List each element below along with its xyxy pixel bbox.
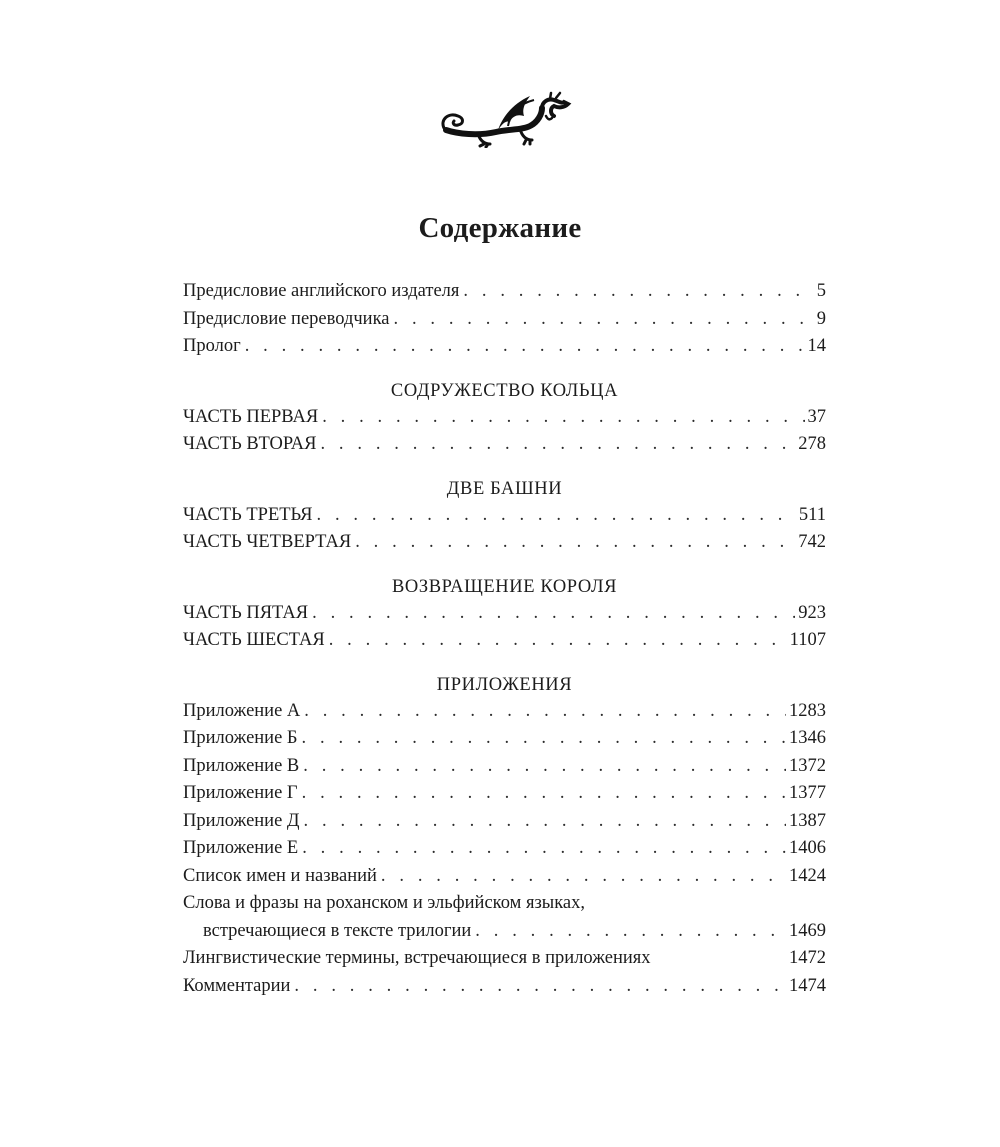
toc-entry-page: 278 xyxy=(798,434,826,454)
toc-entry-page: 1469 xyxy=(789,920,826,941)
toc-entry-title: Приложение Д xyxy=(183,810,300,831)
toc-entry-title: Лингвистические термины, встречающиеся в приложениях xyxy=(183,948,651,968)
toc-entry-words-line1[interactable] xyxy=(183,890,826,918)
dragon-icon xyxy=(438,90,578,148)
toc-entry-title: Приложение А xyxy=(183,700,301,721)
toc-entry-page: 511 xyxy=(798,504,826,525)
toc-entry-page: 1107 xyxy=(789,630,826,650)
dot-leader xyxy=(318,404,804,432)
toc-entry-part-3[interactable] xyxy=(183,502,826,530)
toc-entry-appendix-g[interactable] xyxy=(183,780,826,808)
toc-entry-title: ЧАСТЬ ШЕСТАЯ xyxy=(183,630,325,650)
dot-leader xyxy=(313,502,796,530)
toc-entry-title: ЧАСТЬ ПЯТАЯ xyxy=(183,602,309,623)
section-heading-fellowship: СОДРУЖЕСТВО КОЛЬЦА xyxy=(390,380,619,401)
toc-entry-title: Приложение В xyxy=(183,755,300,776)
toc-entry-part-6[interactable] xyxy=(183,627,826,655)
toc-entry-foreword-translator[interactable] xyxy=(183,306,826,334)
dot-leader xyxy=(241,333,805,361)
toc-entry-title: ЧАСТЬ ТРЕТЬЯ xyxy=(183,504,313,525)
toc-entry-page: 742 xyxy=(798,532,826,552)
toc-entry-title: Приложение Б xyxy=(183,728,298,748)
toc-entry-page: 1372 xyxy=(789,755,826,776)
toc-entry-page: 1387 xyxy=(789,810,826,831)
dot-leader xyxy=(459,278,813,306)
dot-leader xyxy=(316,431,795,459)
toc-entry-words-line2[interactable] xyxy=(183,918,826,946)
toc-entry-page: 1283 xyxy=(789,700,826,721)
toc-entry-page: 1377 xyxy=(789,783,826,803)
toc-entry-title: Приложение Г xyxy=(183,783,298,803)
toc-entry-appendix-d[interactable] xyxy=(183,808,826,836)
dot-leader xyxy=(351,529,795,557)
table-of-contents xyxy=(183,278,826,1000)
dot-leader xyxy=(298,725,786,753)
dot-leader xyxy=(300,808,786,836)
toc-entry-title: встречающиеся в тексте трилогии xyxy=(203,920,472,941)
toc-entry-title: Приложение Е xyxy=(183,838,299,858)
toc-entry-page: 1474 xyxy=(789,975,826,996)
dot-leader xyxy=(299,753,786,781)
toc-entry-appendix-v[interactable] xyxy=(183,753,826,781)
toc-entry-page: 9 xyxy=(816,308,826,329)
toc-entry-part-1[interactable] xyxy=(183,404,826,432)
section-heading-return-of-the-king: ВОЗВРАЩЕНИЕ КОРОЛЯ xyxy=(391,576,618,597)
toc-entry-page: 923 xyxy=(798,602,826,623)
toc-entry-title: ЧАСТЬ ВТОРАЯ xyxy=(183,434,317,454)
toc-entry-page: 37 xyxy=(807,406,826,427)
dot-leader xyxy=(298,835,786,863)
dot-leader xyxy=(308,600,795,628)
toc-entry-title: Список имен и названий xyxy=(183,865,377,886)
toc-entry-title: ЧАСТЬ ЧЕТВЕРТАЯ xyxy=(183,532,352,552)
dot-leader xyxy=(377,863,786,891)
toc-entry-title: Предисловие переводчика xyxy=(183,308,390,329)
toc-entry-comments[interactable] xyxy=(183,973,826,1001)
section-heading-two-towers: ДВЕ БАШНИ xyxy=(446,478,563,499)
toc-entry-title: Комментарии xyxy=(183,975,291,996)
toc-entry-appendix-b[interactable] xyxy=(183,725,826,753)
toc-entry-linguistic-terms[interactable] xyxy=(183,945,826,973)
toc-entry-title: ЧАСТЬ ПЕРВАЯ xyxy=(183,406,319,427)
dot-leader xyxy=(325,627,787,655)
dot-leader xyxy=(471,918,786,946)
toc-entry-prologue[interactable] xyxy=(183,333,826,361)
dot-leader xyxy=(298,780,786,808)
toc-entry-page: 1406 xyxy=(789,838,826,858)
dot-leader xyxy=(290,973,786,1001)
toc-entry-title: Пролог xyxy=(183,336,241,356)
page-title: Содержание xyxy=(418,212,582,244)
toc-entry-part-4[interactable] xyxy=(183,529,826,557)
section-heading-appendices: ПРИЛОЖЕНИЯ xyxy=(436,674,573,695)
toc-entry-part-2[interactable] xyxy=(183,431,826,459)
toc-entry-names-index[interactable] xyxy=(183,863,826,891)
dot-leader xyxy=(300,698,786,726)
toc-entry-foreword-publisher[interactable] xyxy=(183,278,826,306)
toc-entry-page: 14 xyxy=(807,336,826,356)
toc-entry-part-5[interactable] xyxy=(183,600,826,628)
toc-entry-page: 5 xyxy=(816,281,826,301)
dot-leader xyxy=(390,306,814,334)
toc-entry-page: 1472 xyxy=(789,948,826,968)
toc-entry-page: 1346 xyxy=(789,728,826,748)
toc-entry-title: Слова и фразы на роханском и эльфийском языках, xyxy=(183,893,585,913)
toc-entry-appendix-e[interactable] xyxy=(183,835,826,863)
toc-entry-page: 1424 xyxy=(789,865,826,886)
toc-entry-appendix-a[interactable] xyxy=(183,698,826,726)
toc-entry-title: Предисловие английского издателя xyxy=(183,281,460,301)
